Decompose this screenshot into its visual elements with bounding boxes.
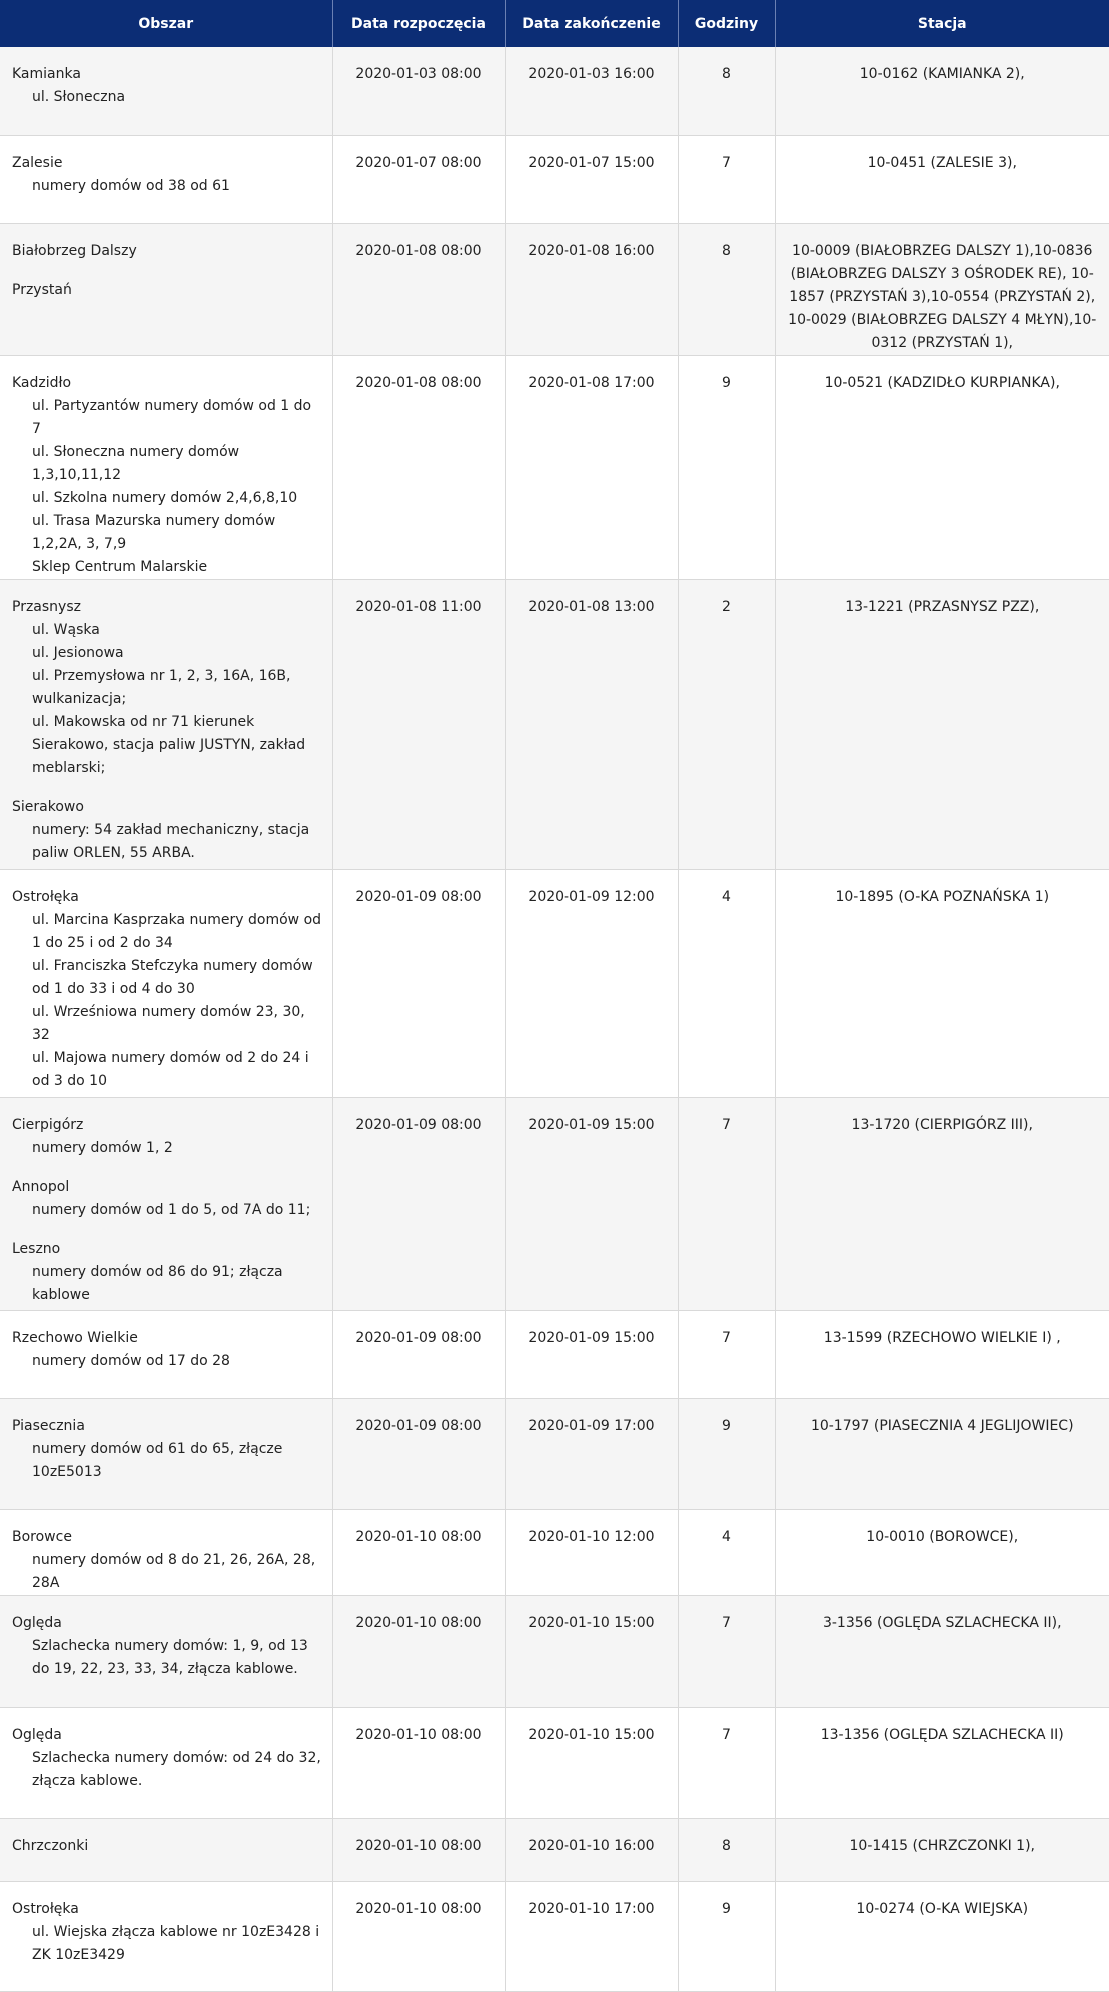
area-detail: ul. Franciszka Stefczyka numery domów od 1 do 33 i od 4 do 30 (32, 957, 313, 997)
area-detail: numery domów od 17 do 28 (32, 1352, 230, 1369)
hours-cell: 7 (678, 1595, 775, 1707)
hours-cell: 7 (678, 135, 775, 223)
area-detail: ul. Słoneczna (32, 89, 126, 105)
area-group (12, 1898, 322, 1967)
area-name: Białobrzeg Dalszy (12, 242, 137, 259)
header-area[interactable]: Obszar (0, 0, 332, 47)
station-cell: 10-0451 (ZALESIE 3), (775, 135, 1109, 223)
area-group (12, 796, 322, 865)
area-group (12, 240, 322, 263)
area-group (12, 886, 322, 1093)
header-end-date[interactable]: Data zakończenie (505, 0, 678, 47)
area-detail: ul. Makowska od nr 71 kierunek Sierakowo, stacja paliw JUSTYN, zakład meblarski; (32, 713, 306, 776)
end-date-cell: 2020-01-10 17:00 (505, 1881, 678, 1991)
start-date-cell: 2020-01-10 08:00 (332, 1818, 505, 1881)
area-group (12, 1176, 322, 1222)
area-name: Cierpigórz (12, 1116, 84, 1133)
table-row (0, 1097, 1109, 1310)
area-name: Borowce (12, 1528, 72, 1545)
table-row (0, 355, 1109, 579)
station-cell: 10-0521 (KADZIDŁO KURPIANKA), (775, 355, 1109, 579)
area-name: Annopol (12, 1178, 70, 1195)
hours-cell: 8 (678, 47, 775, 135)
area-cell (0, 355, 332, 579)
table-body (0, 47, 1109, 1991)
end-date-cell: 2020-01-09 17:00 (505, 1398, 678, 1509)
table-row (0, 1595, 1109, 1707)
area-detail: ul. Wąska (32, 621, 100, 638)
area-name: Przasnysz (12, 598, 81, 615)
area-detail: Szlachecka numery domów: od 24 do 32, złącza kablowe. (32, 1749, 321, 1789)
area-cell (0, 1509, 332, 1595)
header-start-date[interactable]: Data rozpoczęcia (332, 0, 505, 47)
area-name: Ostrołęka (12, 1900, 79, 1917)
area-group (12, 279, 322, 302)
station-cell: 10-0009 (BIAŁOBRZEG DALSZY 1),10-0836 (BIAŁOBRZEG DALSZY 3 OŚRODEK RE), 10-1857 (PRZYSTAŃ 3),10-0554 (PRZYSTAŃ 2), 10-0029 (BIAŁOBRZEG DALSZY 4 MŁYN),10-0312 (PRZYSTAŃ 1), (775, 223, 1109, 355)
area-detail: numery domów 1, 2 (32, 1139, 173, 1156)
area-group (12, 1526, 322, 1595)
hours-cell: 4 (678, 1509, 775, 1595)
header-station[interactable]: Stacja (775, 0, 1109, 47)
area-detail: ul. Marcina Kasprzaka numery domów od 1 do 25 i od 2 do 34 (32, 911, 322, 951)
start-date-cell: 2020-01-09 08:00 (332, 1310, 505, 1398)
area-group (12, 596, 322, 780)
station-cell: 13-1720 (CIERPIGÓRZ III), (775, 1097, 1109, 1310)
area-name: Kamianka (12, 66, 81, 82)
hours-cell: 8 (678, 223, 775, 355)
start-date-cell: 2020-01-10 08:00 (332, 1509, 505, 1595)
end-date-cell: 2020-01-08 17:00 (505, 355, 678, 579)
start-date-cell: 2020-01-07 08:00 (332, 135, 505, 223)
area-name: Chrzczonki (12, 1837, 89, 1854)
area-detail: ul. Wiejska złącza kablowe nr 10zE3428 i ZK 10zE3429 (32, 1923, 320, 1963)
station-cell: 10-1415 (CHRZCZONKI 1), (775, 1818, 1109, 1881)
area-detail: ul. Szkolna numery domów 2,4,6,8,10 (32, 489, 298, 506)
area-detail: ul. Wrześniowa numery domów 23, 30, 32 (32, 1003, 305, 1043)
area-name: Oględa (12, 1726, 62, 1743)
area-name: Ostrołęka (12, 888, 79, 905)
area-detail: numery domów od 38 od 61 (32, 177, 230, 194)
area-cell (0, 47, 332, 135)
area-group (12, 1835, 322, 1858)
hours-cell: 7 (678, 1707, 775, 1818)
table-row (0, 1310, 1109, 1398)
station-cell: 13-1599 (RZECHOWO WIELKIE I) , (775, 1310, 1109, 1398)
start-date-cell: 2020-01-09 08:00 (332, 1097, 505, 1310)
area-cell (0, 1310, 332, 1398)
area-cell (0, 135, 332, 223)
table-row (0, 1818, 1109, 1881)
area-cell (0, 1818, 332, 1881)
area-cell (0, 869, 332, 1097)
station-cell: 13-1221 (PRZASNYSZ PZZ), (775, 579, 1109, 869)
table-row (0, 869, 1109, 1097)
area-detail: ul. Partyzantów numery domów od 1 do 7 (32, 397, 312, 437)
area-cell (0, 1707, 332, 1818)
start-date-cell: 2020-01-08 11:00 (332, 579, 505, 869)
area-detail: numery: 54 zakład mechaniczny, stacja paliw ORLEN, 55 ARBA. (32, 821, 310, 861)
area-detail: ul. Trasa Mazurska numery domów 1,2,2A, 3, 7,9 (32, 512, 276, 552)
end-date-cell: 2020-01-08 13:00 (505, 579, 678, 869)
start-date-cell: 2020-01-03 08:00 (332, 47, 505, 135)
area-detail: numery domów od 1 do 5, od 7A do 11; (32, 1201, 311, 1218)
header-hours[interactable]: Godziny (678, 0, 775, 47)
end-date-cell: 2020-01-03 16:00 (505, 47, 678, 135)
table-row (0, 223, 1109, 355)
start-date-cell: 2020-01-10 08:00 (332, 1707, 505, 1818)
table-row (0, 135, 1109, 223)
station-cell: 10-0162 (KAMIANKA 2), (775, 47, 1109, 135)
start-date-cell: 2020-01-09 08:00 (332, 1398, 505, 1509)
end-date-cell: 2020-01-09 15:00 (505, 1310, 678, 1398)
end-date-cell: 2020-01-10 16:00 (505, 1818, 678, 1881)
start-date-cell: 2020-01-08 08:00 (332, 355, 505, 579)
station-cell: 10-0010 (BOROWCE), (775, 1509, 1109, 1595)
area-detail: ul. Słoneczna numery domów 1,3,10,11,12 (32, 443, 240, 483)
station-cell: 10-1797 (PIASECZNIA 4 JEGLIJOWIEC) (775, 1398, 1109, 1509)
area-group (12, 372, 322, 579)
table-row (0, 47, 1109, 135)
end-date-cell: 2020-01-10 12:00 (505, 1509, 678, 1595)
start-date-cell: 2020-01-10 08:00 (332, 1881, 505, 1991)
table-row (0, 1509, 1109, 1595)
area-group (12, 1415, 322, 1484)
hours-cell: 7 (678, 1310, 775, 1398)
start-date-cell: 2020-01-10 08:00 (332, 1595, 505, 1707)
end-date-cell: 2020-01-09 15:00 (505, 1097, 678, 1310)
area-name: Rzechowo Wielkie (12, 1329, 138, 1346)
area-detail: numery domów od 61 do 65, złącze 10zE5013 (32, 1440, 283, 1480)
area-name: Sierakowo (12, 798, 84, 815)
end-date-cell: 2020-01-09 12:00 (505, 869, 678, 1097)
area-name: Oględa (12, 1614, 62, 1631)
area-detail: Szlachecka numery domów: 1, 9, od 13 do 19, 22, 23, 33, 34, złącza kablowe. (32, 1637, 308, 1677)
area-cell (0, 223, 332, 355)
area-name: Piasecznia (12, 1417, 85, 1434)
area-cell (0, 1398, 332, 1509)
end-date-cell: 2020-01-10 15:00 (505, 1595, 678, 1707)
area-detail: Sklep Centrum Malarskie (32, 558, 208, 575)
end-date-cell: 2020-01-10 15:00 (505, 1707, 678, 1818)
area-cell (0, 1881, 332, 1991)
table-row (0, 1398, 1109, 1509)
table-header (0, 0, 1109, 47)
hours-cell: 4 (678, 869, 775, 1097)
end-date-cell: 2020-01-08 16:00 (505, 223, 678, 355)
table-row (0, 1881, 1109, 1991)
area-group (12, 63, 322, 109)
area-group (12, 1724, 322, 1793)
hours-cell: 9 (678, 1881, 775, 1991)
area-group (12, 1114, 322, 1160)
area-group (12, 1238, 322, 1307)
area-group (12, 1327, 322, 1373)
area-detail: ul. Przemysłowa nr 1, 2, 3, 16A, 16B, wulkanizacja; (32, 667, 291, 707)
area-detail: numery domów od 86 do 91; złącza kablowe (32, 1263, 283, 1303)
area-cell (0, 579, 332, 869)
area-cell (0, 1097, 332, 1310)
table-row (0, 1707, 1109, 1818)
area-name: Przystań (12, 281, 72, 298)
area-group (12, 152, 322, 198)
start-date-cell: 2020-01-09 08:00 (332, 869, 505, 1097)
area-detail: numery domów od 8 do 21, 26, 26A, 28, 28A (32, 1551, 316, 1591)
end-date-cell: 2020-01-07 15:00 (505, 135, 678, 223)
station-cell: 10-1895 (O-KA POZNAŃSKA 1) (775, 869, 1109, 1097)
area-name: Leszno (12, 1240, 61, 1257)
area-name: Kadzidło (12, 374, 72, 391)
area-detail: ul. Majowa numery domów od 2 do 24 i od 3 do 10 (32, 1049, 309, 1089)
area-name: Zalesie (12, 154, 63, 171)
hours-cell: 9 (678, 355, 775, 579)
area-group (12, 1612, 322, 1681)
station-cell: 3-1356 (OGLĘDA SZLACHECKA II), (775, 1595, 1109, 1707)
start-date-cell: 2020-01-08 08:00 (332, 223, 505, 355)
table-row (0, 579, 1109, 869)
station-cell: 13-1356 (OGLĘDA SZLACHECKA II) (775, 1707, 1109, 1818)
hours-cell: 2 (678, 579, 775, 869)
station-cell: 10-0274 (O-KA WIEJSKA) (775, 1881, 1109, 1991)
hours-cell: 7 (678, 1097, 775, 1310)
header-row (0, 0, 1109, 47)
hours-cell: 8 (678, 1818, 775, 1881)
area-detail: ul. Jesionowa (32, 644, 124, 661)
area-cell (0, 1595, 332, 1707)
hours-cell: 9 (678, 1398, 775, 1509)
